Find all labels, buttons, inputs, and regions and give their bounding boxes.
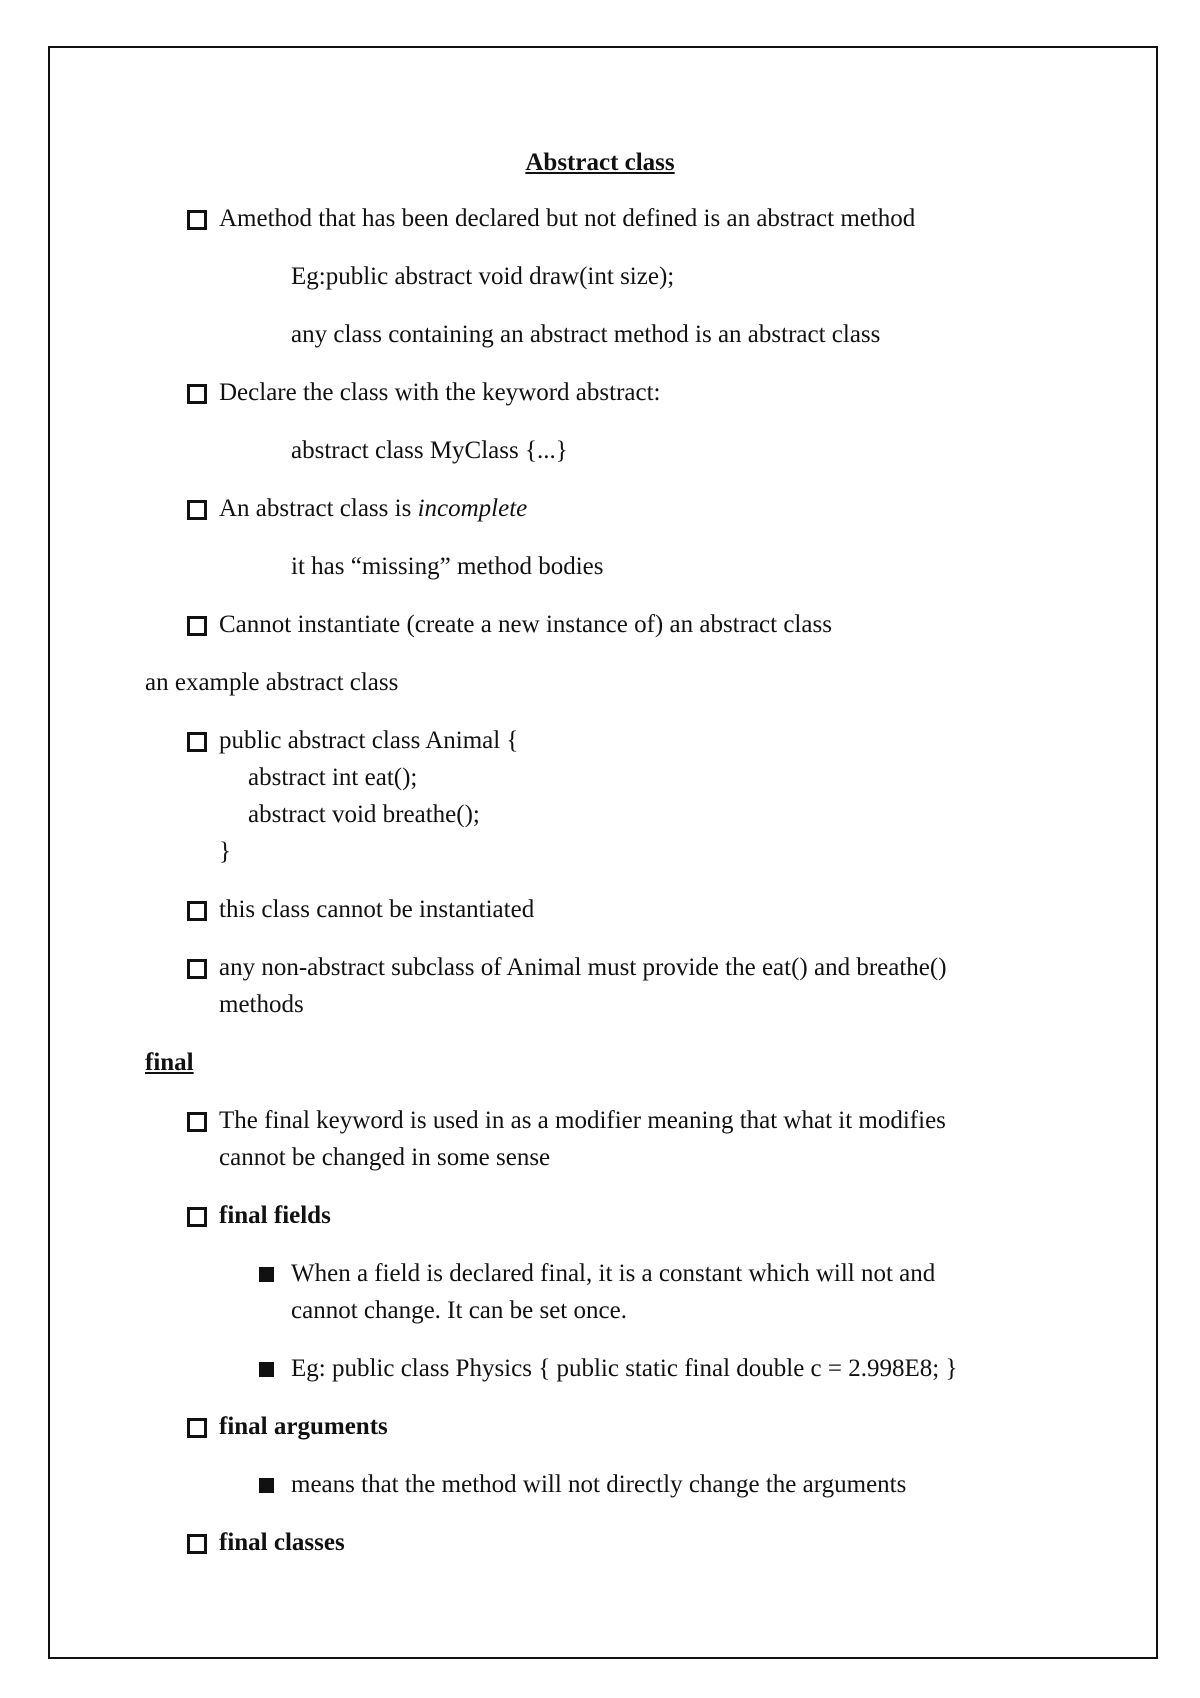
- example-heading: an example abstract class: [145, 669, 399, 696]
- final-fields-example: Eg: public class Physics { public static final double c = 2.998E8; }: [291, 1355, 958, 1382]
- final-arguments-desc: means that the method will not directly change the arguments: [291, 1471, 907, 1498]
- hollow-square-bullet-icon: [187, 1207, 207, 1227]
- hollow-square-bullet-icon: [187, 959, 207, 979]
- code-line-3: abstract void breathe();: [248, 801, 480, 828]
- hollow-square-bullet-icon: [187, 384, 207, 404]
- bullet-declare-abstract: Declare the class with the keyword abstract:: [219, 379, 661, 406]
- abstract-method-example: Eg:public abstract void draw(int size);: [291, 263, 675, 290]
- abstract-class-note: any class containing an abstract method is an abstract class: [291, 321, 881, 348]
- hollow-square-bullet-icon: [187, 1418, 207, 1438]
- final-heading: final: [145, 1049, 194, 1076]
- bullet-subclass-line-1: any non-abstract subclass of Animal must provide the eat() and breathe(): [219, 954, 947, 981]
- code-line-4: }: [219, 838, 231, 865]
- hollow-square-bullet-icon: [187, 500, 207, 520]
- code-line-1: public abstract class Animal {: [219, 727, 519, 754]
- filled-square-bullet-icon: [259, 1267, 274, 1282]
- final-fields-label: final fields: [219, 1202, 331, 1229]
- final-keyword-line-2: cannot be changed in some sense: [219, 1144, 551, 1171]
- incomplete-prefix: An abstract class is: [219, 495, 418, 522]
- declare-example: abstract class MyClass {...}: [291, 437, 568, 464]
- hollow-square-bullet-icon: [187, 210, 207, 230]
- code-line-2: abstract int eat();: [248, 764, 418, 791]
- final-fields-desc-line-1: When a field is declared final, it is a constant which will not and: [291, 1260, 936, 1287]
- filled-square-bullet-icon: [259, 1362, 274, 1377]
- missing-bodies-note: it has “missing” method bodies: [291, 553, 604, 580]
- final-arguments-label: final arguments: [219, 1413, 388, 1440]
- hollow-square-bullet-icon: [187, 732, 207, 752]
- bullet-subclass-line-2: methods: [219, 991, 304, 1018]
- page-title: Abstract class: [525, 149, 675, 176]
- hollow-square-bullet-icon: [187, 1534, 207, 1554]
- final-classes-label: final classes: [219, 1529, 345, 1556]
- hollow-square-bullet-icon: [187, 616, 207, 636]
- filled-square-bullet-icon: [259, 1478, 274, 1493]
- hollow-square-bullet-icon: [187, 1112, 207, 1132]
- bullet-cannot-be-instantiated: this class cannot be instantiated: [219, 896, 535, 923]
- bullet-incomplete: [219, 494, 527, 524]
- final-keyword-line-1: The final keyword is used in as a modifier meaning that what it modifies: [219, 1107, 946, 1134]
- final-fields-desc-line-2: cannot change. It can be set once.: [291, 1297, 627, 1324]
- bullet-abstract-method: Amethod that has been declared but not defined is an abstract method: [219, 205, 916, 232]
- incomplete-emphasis: incomplete: [417, 495, 528, 522]
- bullet-cannot-instantiate: Cannot instantiate (create a new instance of) an abstract class: [219, 611, 832, 638]
- hollow-square-bullet-icon: [187, 901, 207, 921]
